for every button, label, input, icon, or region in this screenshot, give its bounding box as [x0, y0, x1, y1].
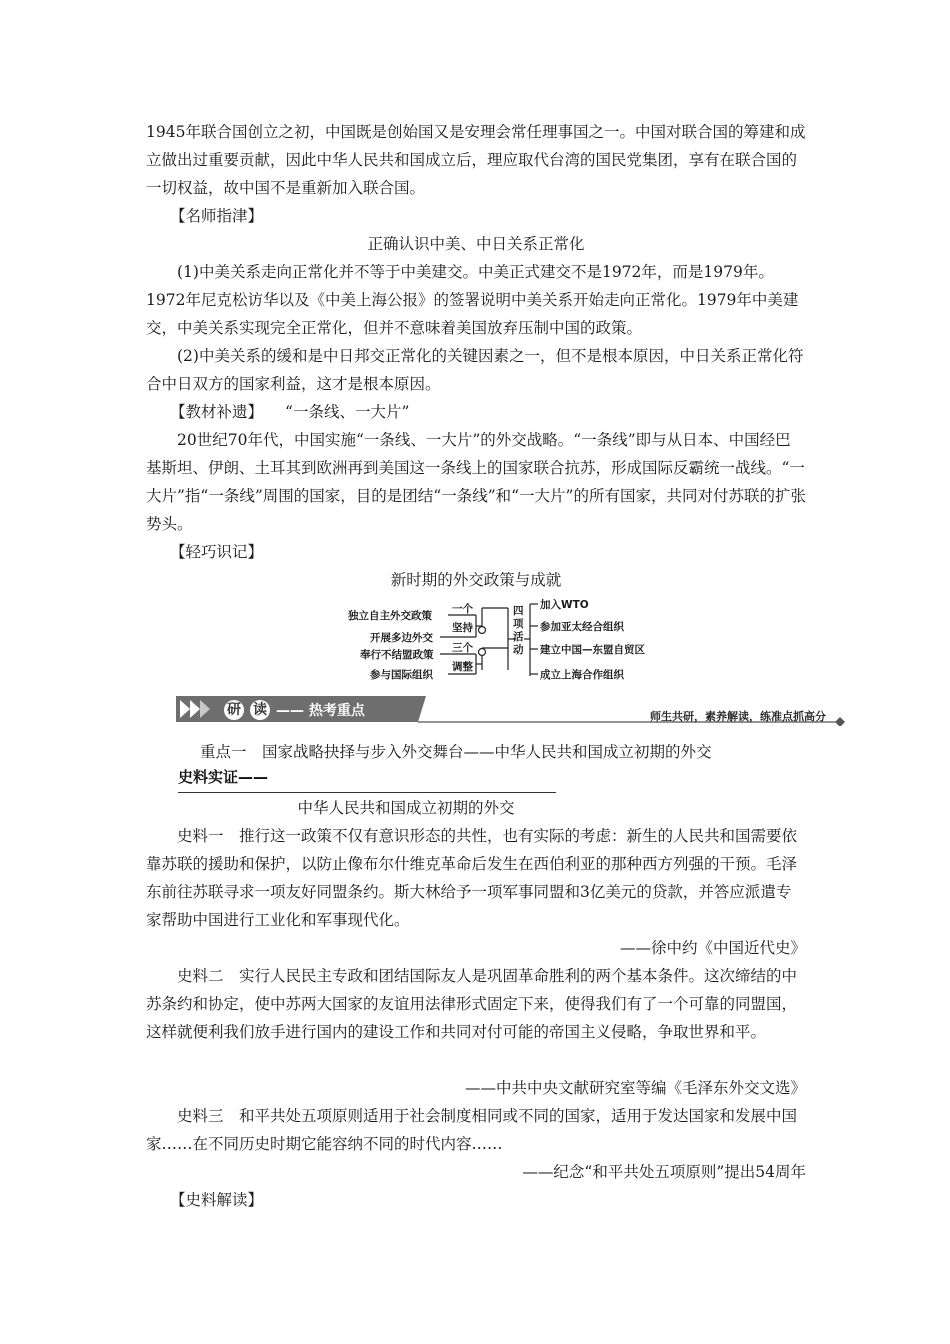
- jiedu-label: 【史料解读】: [170, 1191, 264, 1209]
- banner-char-2: 读: [253, 702, 267, 718]
- diagram-left-4: 参与国际组织: [370, 669, 433, 681]
- shiliao-3: 史料三 和平共处五项原则适用于社会制度相同或不同的国家，适用于发达国家和发展中国家……在不同历史时期它能容纳不同的时代内容……: [146, 1107, 798, 1153]
- diagram-left-3: 奉行不结盟政策: [360, 649, 434, 661]
- diagram-mid-top-1: 一个: [452, 603, 473, 615]
- jiaocai-label-text: 【教材补遗】: [170, 403, 264, 421]
- foreign-policy-diagram: [340, 596, 670, 686]
- intro-paragraph: 1945年联合国创立之初，中国既是创始国又是安理会常任理事国之一。中国对联合国的筹建和成立做出过重要贡献，因此中华人民共和国成立后，理应取代台湾的国民党集团，享有在联合国的一切权益，故中国不是重新加入联合国。: [146, 123, 806, 197]
- mingshi-paragraph-2: (2)中美关系的缓和是中日邦交正常化的关键因素之一，但不是根本原因，中日关系正常化符合中日双方的国家利益，这才是根本原因。: [146, 347, 804, 393]
- jiaocai-paragraph: 20世纪70年代，中国实施“一条线、一大片”的外交战略。“一条线”即与从日本、中国经巴基斯坦、伊朗、土耳其到欧洲再到美国这一条线上的国家联合抗苏，形成国际反霸统一战线。“一大片”指“一条线”周围的国家，目的是团结“一条线”和“一大片”的所有国家，共同对付苏联的扩张势头。: [146, 431, 806, 533]
- qiaoji-label: 【轻巧识记】: [170, 543, 264, 561]
- mingshi-label: 【名师指津】: [170, 207, 264, 225]
- diagram-center-2: 项: [513, 618, 524, 630]
- qiaoji-title: 新时期的外交政策与成就: [390, 571, 562, 589]
- mingshi-paragraph-1: (1)中美关系走向正常化并不等于中美建交。中美正式建交不是1972年，而是1979年。1972年尼克松访华以及《中美上海公报》的签署说明中美关系开始走向正常化。1979年中美建交，中美关系实现完全正常化，但并不意味着美国放弃压制中国的政策。: [146, 263, 799, 337]
- diagram-mid-bottom-2: 调整: [452, 661, 473, 673]
- section-banner: [176, 696, 846, 726]
- jiaocai-label: [170, 398, 830, 426]
- diagram-left-1: 独立自主外交政策: [348, 610, 432, 622]
- mingshi-title: 正确认识中美、中日关系正常化: [367, 235, 585, 253]
- diagram-left-2: 开展多边外交: [370, 632, 433, 644]
- shiliao-3-source: ——纪念“和平共处五项原则”提出54周年: [522, 1163, 806, 1181]
- diagram-mid-bottom-1: 三个: [452, 642, 473, 654]
- diagram-center-4: 动: [513, 644, 524, 656]
- diagram-right-1: 加入WTO: [540, 599, 589, 611]
- focus-title: 重点一 国家战略抉择与步入外交舞台——中华人民共和国成立初期的外交: [200, 743, 712, 761]
- diagram-mid-top-2: 坚持: [452, 622, 473, 634]
- diagram-right-4: 成立上海合作组织: [540, 669, 624, 681]
- banner-char-1: 研: [227, 702, 241, 718]
- diagram-center-1: 四: [513, 605, 524, 617]
- banner-title: —— 热考重点: [276, 703, 365, 719]
- shiliao-2: 史料二 实行人民民主专政和团结国际友人是巩固革命胜利的两个基本条件。这次缔结的中苏条约和协定，使中苏两大国家的友谊用法律形式固定下来，使得我们有了一个可靠的同盟国，这样就便利我们放手进行国内的建设工作和共同对付可能的帝国主义侵略，争取世界和平。: [146, 967, 798, 1041]
- banner-tagline: 师生共研，素养解读，练准点抓高分: [650, 710, 826, 723]
- diagram-center-3: 活: [513, 631, 524, 643]
- shiliao-2-source: ——中共中央文献研究室等编《毛泽东外交文选》: [464, 1079, 806, 1097]
- jiaocai-title: “一条线、一大片”: [285, 403, 410, 421]
- diagram-right-2: 参加亚太经合组织: [540, 621, 624, 633]
- shiliao-label-bar: [178, 766, 556, 793]
- shiliao-1-source: ——徐中约《中国近代史》: [619, 939, 806, 957]
- shiliao-label: 史料实证——: [178, 768, 269, 786]
- diagram-right-3: 建立中国—东盟自贸区: [540, 644, 645, 656]
- shiliao-1: 史料一 推行这一政策不仅有意识形态的共性，也有实际的考虑：新生的人民共和国需要依靠苏联的援助和保护，以防止像布尔什维克革命后发生在西伯利亚的那种西方列强的干预。毛泽东前往苏联寻求一项友好同盟条约。斯大林给予一项军事同盟和3亿美元的贷款，并答应派遣专家帮助中国进行工业化和军事现代化。: [146, 827, 798, 929]
- shiliao-title: 中华人民共和国成立初期的外交: [297, 799, 515, 817]
